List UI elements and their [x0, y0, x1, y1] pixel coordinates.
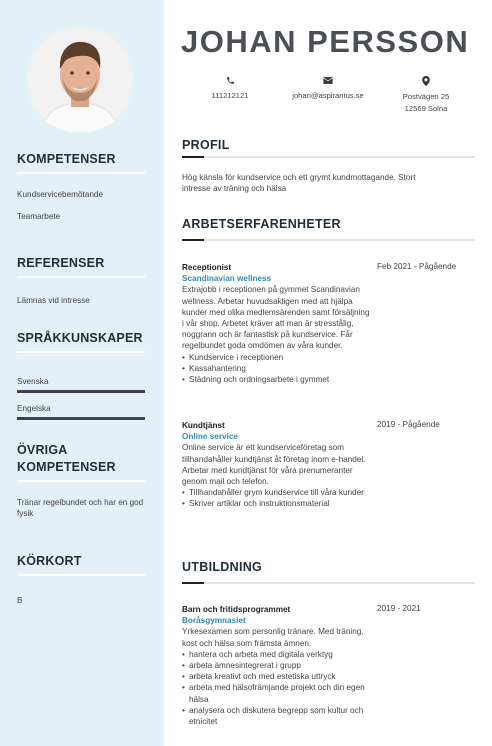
- languages-title: SPRÅKKUNSKAPER: [17, 331, 143, 345]
- company-name: Scandinavian wellness: [182, 274, 272, 284]
- address-line-1: Postvägen 25: [402, 92, 450, 101]
- job-date: Feb 2021 - Pågående: [377, 262, 457, 271]
- contact-phone: [190, 76, 270, 102]
- job-title: Receptionist: [182, 263, 232, 272]
- list-item: • arbeta med hälsofrämjande projekt och din egen hälsa: [182, 682, 372, 704]
- list-item: • analysera och diskutera begrepp som kultur och etnicitet: [182, 705, 372, 727]
- list-item: • Kassahantering: [182, 363, 372, 374]
- profile-rule: [182, 156, 475, 158]
- languages-rule: [17, 351, 145, 353]
- other-skills-text: Tränar regelbundet och har en god fysik: [17, 498, 144, 518]
- references-rule: [17, 276, 145, 278]
- skill-item: Kundservicebemötande: [17, 190, 104, 199]
- program-description: Yrkesexamen som personlig tränare. Med träning, kost och hälsa som främsta ämnen.: [182, 627, 364, 648]
- license-title: KÖRKORT: [17, 554, 82, 568]
- other-skills-title-1: ÖVRIGA: [17, 443, 68, 457]
- contact-email: [276, 76, 380, 102]
- language-level-bar: [17, 390, 145, 393]
- references-section: [17, 255, 145, 306]
- program-bullets: [182, 649, 372, 727]
- experience-title: ARBETSERFARENHETER: [182, 217, 341, 231]
- skills-title: KOMPETENSER: [17, 152, 116, 166]
- profile-title: PROFIL: [182, 138, 230, 152]
- list-item: • Skriver artiklar och instruktionsmaterial: [182, 498, 372, 509]
- list-item: • arbeta ämnesintegrerat i grupp: [182, 660, 372, 671]
- sidebar: [0, 0, 164, 746]
- references-title: REFERENSER: [17, 256, 105, 270]
- experience-rule: [182, 239, 475, 241]
- other-skills-section: [17, 442, 145, 519]
- profile-photo-icon: [27, 27, 133, 133]
- contact-address: [386, 76, 466, 115]
- skills-rule: [17, 172, 145, 174]
- job-bullets: [182, 487, 372, 509]
- job-description: Extrajobb i receptionen på gymmet Scandinavian wellness. Arbetar huvudsakligen med att hjälpa kunder med olika medlemsärenden samt försäljning i vår shop. Arbetet kräver att man är stresstålig, noggrann och är fantastisk på kundservice. Får regelbundet goda omdömen av våra kunder.: [182, 285, 370, 351]
- email-text[interactable]: johan@aspirantus.se: [292, 91, 364, 100]
- skill-item: Teamarbete: [17, 212, 61, 221]
- phone-icon: [226, 76, 235, 85]
- job-title: Kundtjänst: [182, 421, 225, 430]
- job-description: Online service är ett kundserviceföretag som tillhandahåller kundtjänst åt företag inom e-handel. Arbetar med kundtjänst för våra prenumeranter genom mail och telefon.: [182, 443, 366, 487]
- candidate-name: JOHAN PERSSON: [181, 24, 470, 59]
- phone-text: 111212121: [211, 91, 249, 100]
- email-icon: [323, 76, 333, 85]
- language-level-fill: [17, 417, 145, 420]
- location-pin-icon: [422, 76, 430, 86]
- other-skills-rule: [17, 480, 145, 482]
- license-text: B: [17, 596, 23, 605]
- program-date: 2019 - 2021: [377, 604, 421, 613]
- language-label: Svenska: [17, 377, 49, 386]
- license-section: [17, 553, 145, 606]
- list-item: • hantera och arbeta med digitala verktyg: [182, 649, 372, 660]
- program-title: Barn och fritidsprogrammet: [182, 605, 291, 614]
- education-entry: [182, 604, 475, 727]
- school-name: Boråsgymnasiet: [182, 616, 246, 626]
- references-text: Lämnas vid intresse: [17, 296, 90, 305]
- other-skills-title-2: KOMPETENSER: [17, 460, 116, 474]
- skills-section: [17, 151, 145, 222]
- language-level-bar: [17, 417, 145, 420]
- job-date: 2019 - Pågående: [377, 420, 440, 429]
- company-name: Online service: [182, 432, 238, 442]
- job-bullets: [182, 352, 372, 386]
- language-label: Engelska: [17, 404, 51, 413]
- list-item: • Städning och ordningsarbete i gymmet: [182, 374, 372, 385]
- experience-entry: [182, 420, 475, 510]
- education-title: UTBILDNING: [182, 560, 263, 574]
- list-item: • Kundservice i receptionen: [182, 352, 372, 363]
- language-level-fill: [17, 390, 145, 393]
- profile-text: Hög känsla för kundservice och ett grymt kundmottagande. Stort intresse av träning och hälsa: [182, 173, 416, 194]
- list-item: • Tillhandahåller grym kundservice till våra kunder: [182, 487, 372, 498]
- education-rule: [182, 582, 475, 584]
- experience-entry: [182, 262, 475, 385]
- list-item: • arbeta kreativt och med estetiska uttryck: [182, 671, 372, 682]
- address-line-2: 12569 Solna: [404, 104, 448, 113]
- languages-section: [17, 330, 145, 420]
- license-rule: [17, 574, 145, 576]
- avatar: [27, 27, 133, 133]
- main-content: [164, 0, 492, 746]
